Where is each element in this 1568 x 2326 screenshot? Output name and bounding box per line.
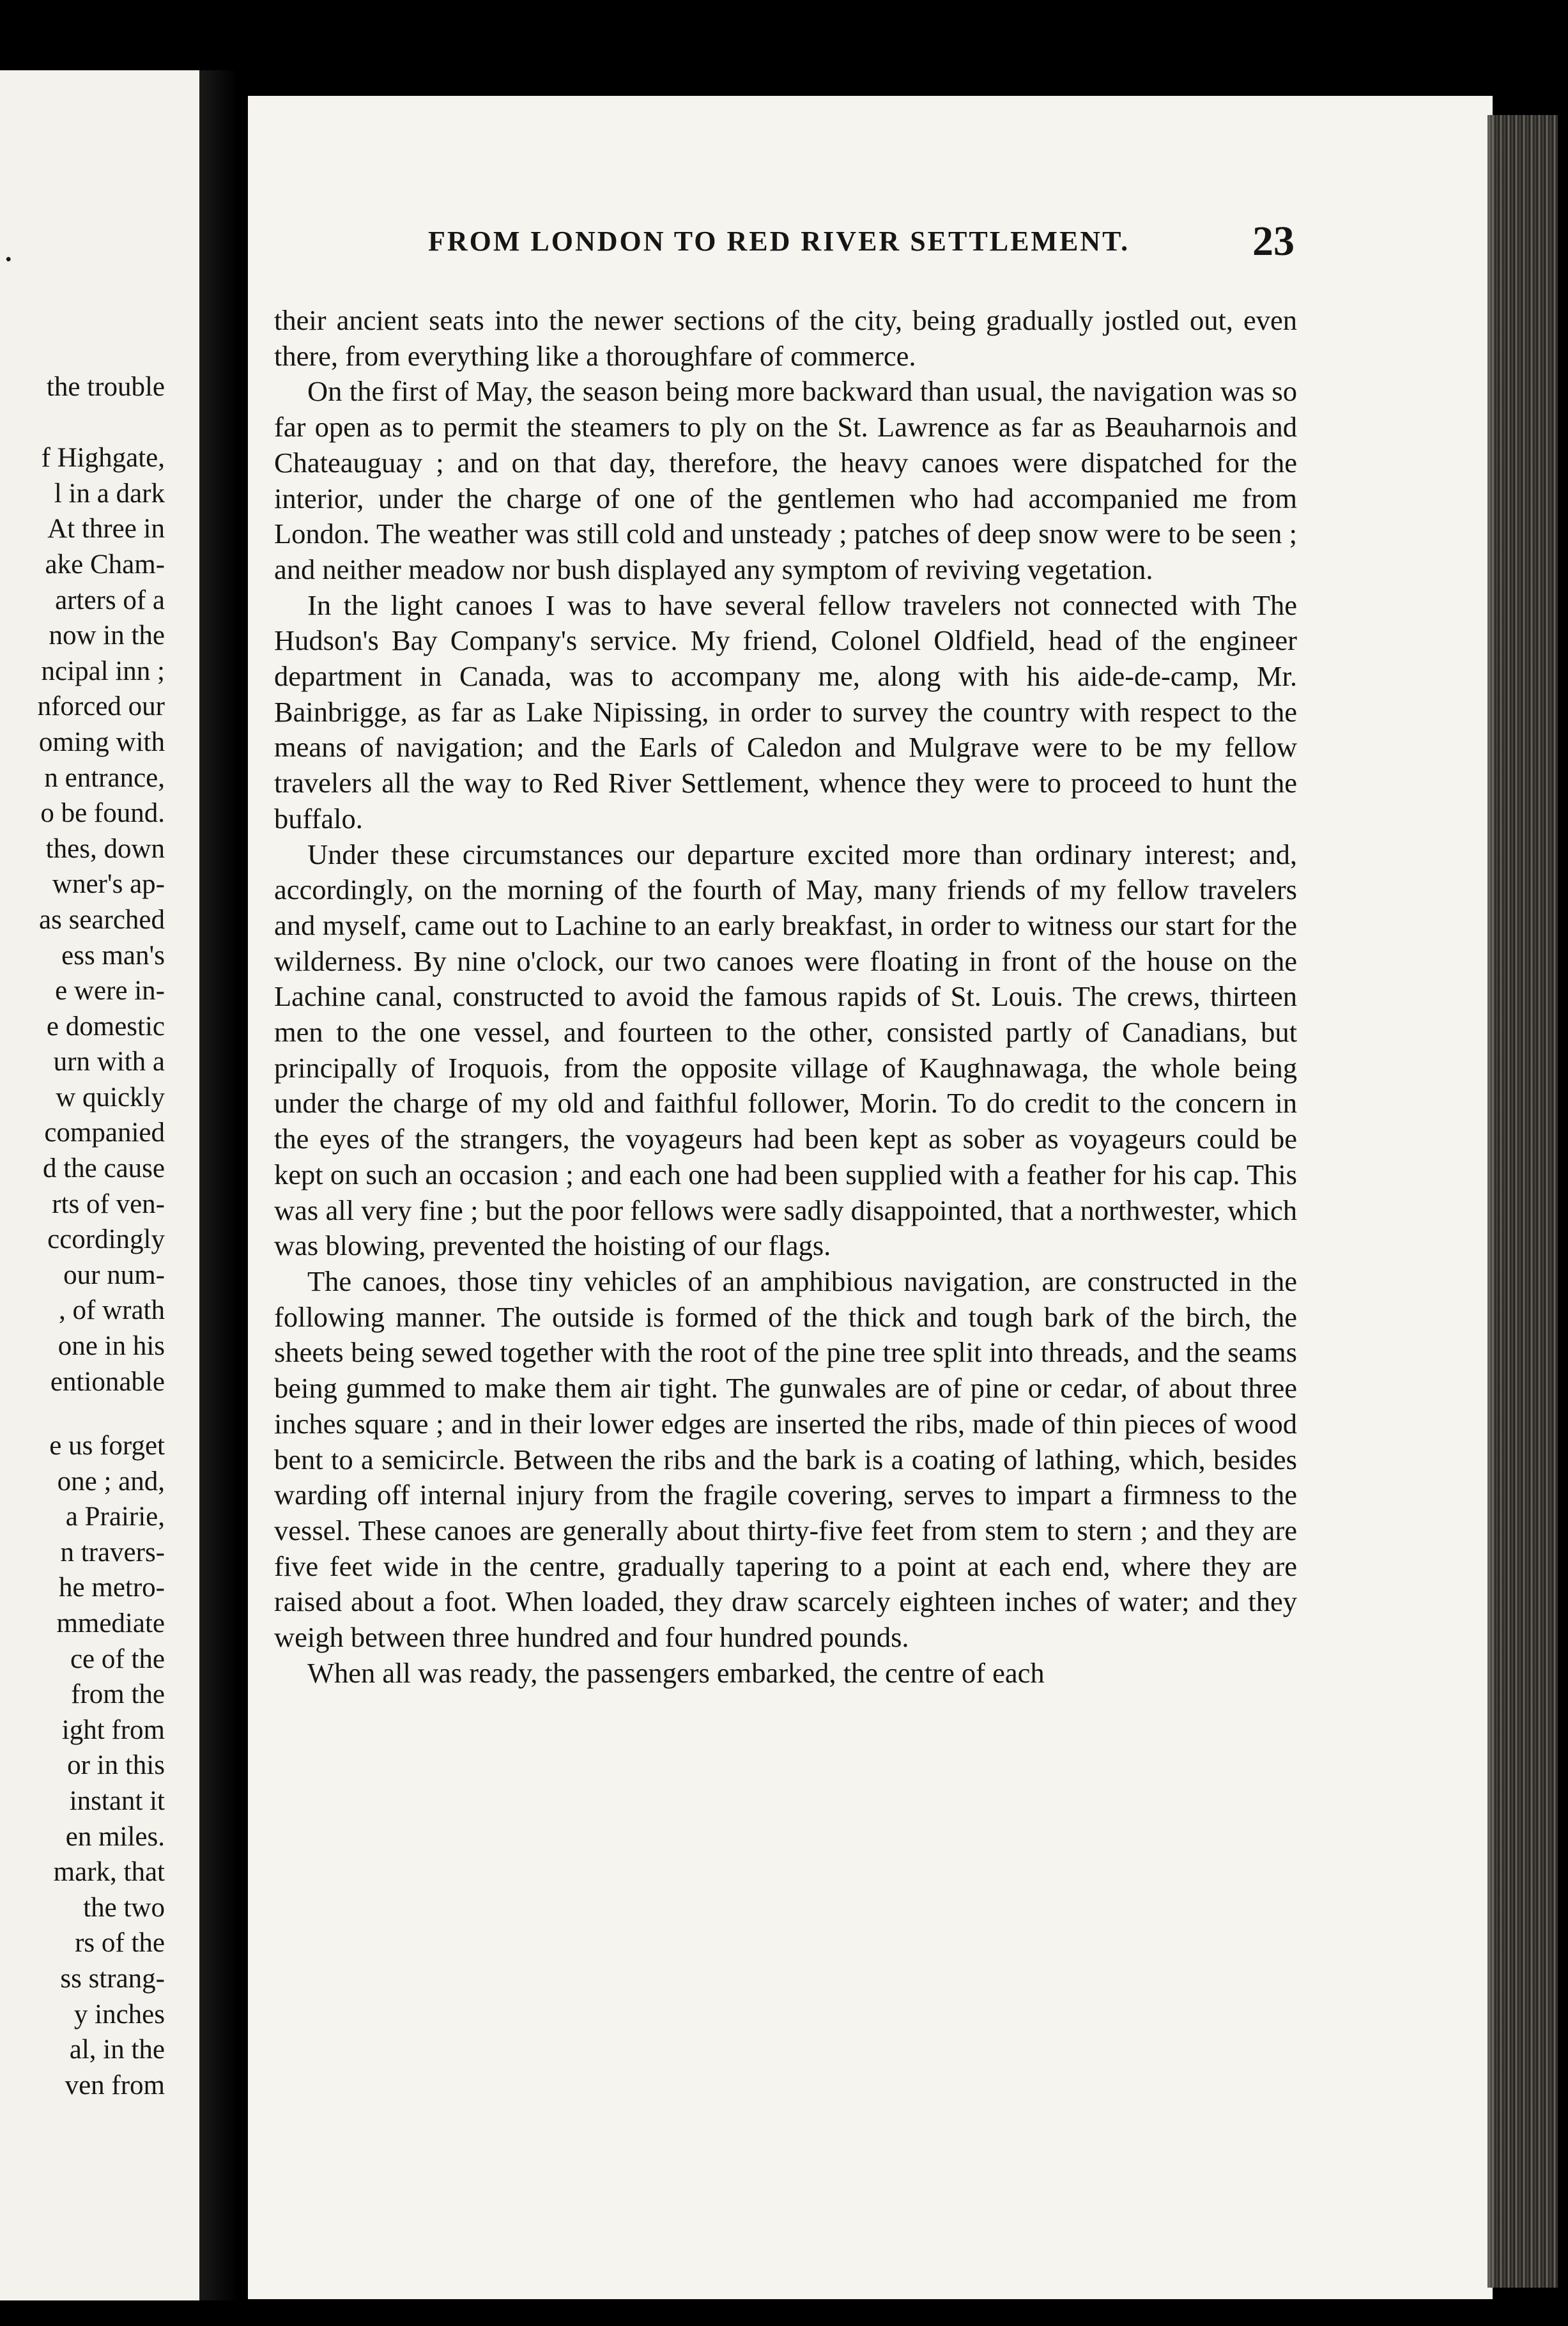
left-line: al, in the bbox=[69, 2035, 165, 2065]
left-line: now in the bbox=[49, 620, 165, 651]
left-line: rts of ven- bbox=[52, 1189, 165, 1219]
left-line: the two bbox=[83, 1892, 165, 1923]
page-number: 23 bbox=[1252, 218, 1295, 265]
left-line: ess man's bbox=[61, 940, 165, 971]
left-line: rs of the bbox=[75, 1928, 165, 1959]
left-line: n travers- bbox=[60, 1537, 165, 1567]
left-page-text-lower bbox=[0, 1428, 165, 2103]
left-line: urn with a bbox=[53, 1047, 165, 1077]
left-line: At three in bbox=[47, 514, 165, 544]
left-line: ven from bbox=[65, 2070, 165, 2100]
paragraph: When all was ready, the passengers embarked, the centre of each bbox=[307, 1656, 1045, 1689]
left-line: w quickly bbox=[56, 1082, 165, 1113]
left-page bbox=[0, 70, 199, 2300]
left-line: oming with bbox=[38, 727, 165, 757]
paragraph: In the light canoes I was to have several fellow travelers not connected with The Hudson's Bay Company's service. My friend, Colonel Oldfield, head of the engineer department in Canada, was to accompany me, along with his aide-de-camp, Mr. Bainbrigge, as far as Lake Nipissing, in order to survey the country with respect to the means of navigation; and the Earls of Caledon and Mulgrave were to be my fellow travelers all the way to Red River Settlement, whence they were to proceed to hunt the buffalo. bbox=[274, 589, 1297, 835]
running-head: FROM LONDON TO RED RIVER SETTLEMENT. bbox=[428, 226, 1130, 257]
left-line: e were in- bbox=[55, 976, 165, 1006]
body-text bbox=[274, 303, 1297, 1691]
left-line bbox=[0, 405, 165, 441]
left-line: ss strang- bbox=[60, 1963, 165, 1994]
left-line: n entrance, bbox=[44, 762, 165, 793]
left-page-text-upper bbox=[0, 369, 165, 1399]
left-line: d the cause bbox=[42, 1153, 165, 1184]
left-page-mark: . bbox=[4, 227, 13, 269]
left-line: one ; and, bbox=[57, 1466, 165, 1497]
paragraph: their ancient seats into the newer sections of the city, being gradually jostled out, even there, from everything like a thoroughfare of commerce. bbox=[274, 304, 1297, 372]
left-line: companied bbox=[44, 1118, 165, 1148]
left-line: the trouble bbox=[46, 372, 165, 402]
paragraph: Under these circumstances our departure excited more than ordinary interest; and, accordingly, on the morning of the fourth of May, many friends of my fellow travelers and myself, came out to Lachine to an early breakfast, in order to witness our start for the wilderness. By nine o'clock, our two canoes were floating in front of the house on the Lachine canal, constructed to avoid the famous rapids of St. Louis. The crews, thirteen men to the one vessel, and fourteen to the other, consisted partly of Canadians, but principally of Iroquois, from the opposite village of Kaughnawaga, the whole being under the charge of my old and faithful follower, Morin. To do credit to the concern in the eyes of the strangers, the voyageurs had been kept as sober as voyageurs could be kept on such an occasion ; and each one had been supplied with a feather for his cap. This was all very fine ; but the poor fellows were sadly disappointed, that a northwester, which was blowing, prevented the hoisting of our flags. bbox=[274, 838, 1297, 1262]
left-line: l in a dark bbox=[54, 478, 165, 509]
left-line: he metro- bbox=[59, 1573, 165, 1603]
left-line: one in his bbox=[58, 1331, 165, 1362]
left-line: wner's ap- bbox=[52, 869, 165, 900]
left-line: ight from bbox=[61, 1714, 165, 1745]
left-line: as searched bbox=[39, 904, 165, 935]
left-line: or in this bbox=[67, 1750, 165, 1781]
paragraph: The canoes, those tiny vehicles of an amphibious navigation, are constructed in the following manner. The outside is formed of the thick and tough bark of the birch, the sheets being sewed together with the root of the pine tree split into threads, and the seams being gummed to make them air tight. The gunwales are of pine or cedar, of about three inches square ; and in their lower edges are inserted the ribs, made of thin pieces of wood bent to a semicircle. Between the ribs and the bark is a coating of lathing, which, besides warding off internal injury from the fragile covering, serves to impart a firmness to the vessel. These canoes are generally about thirty-five feet from stem to stern ; and they are five feet wide in the centre, gradually tapering to a point at each end, where they are raised about a foot. When loaded, they draw scarcely eighteen inches of water; and they weigh between three hundred and four hundred pounds. bbox=[274, 1265, 1297, 1654]
left-line: ccordingly bbox=[47, 1224, 165, 1255]
left-line: mark, that bbox=[53, 1857, 165, 1888]
left-line: our num- bbox=[63, 1259, 165, 1290]
left-line: a Prairie, bbox=[65, 1502, 165, 1532]
left-line: e us forget bbox=[49, 1431, 165, 1461]
left-line: e domestic bbox=[46, 1011, 165, 1042]
book-gutter bbox=[199, 70, 238, 2300]
left-line: instant it bbox=[69, 1785, 165, 1816]
left-line: entionable bbox=[50, 1366, 165, 1397]
left-line: from the bbox=[71, 1679, 165, 1710]
left-line: thes, down bbox=[45, 833, 165, 864]
left-line: o be found. bbox=[40, 798, 165, 829]
left-line: ce of the bbox=[70, 1644, 165, 1674]
left-line: nforced our bbox=[37, 691, 165, 722]
left-line: y inches bbox=[73, 1999, 165, 2029]
left-line: ake Cham- bbox=[45, 549, 165, 580]
left-line: f Highgate, bbox=[41, 443, 165, 474]
paragraph: On the first of May, the season being more backward than usual, the navigation was so far open as to permit the steamers to ply on the St. Lawrence as far as Beauharnois and Chateauguay ; and on that day, therefore, the heavy canoes were dispatched for the interior, under the charge of one of the gentlemen who had accompanied me from London. The weather was still cold and unsteady ; patches of deep snow were to be seen ; and neither meadow nor bush displayed any symptom of reviving vegetation. bbox=[274, 375, 1297, 585]
left-line: en miles. bbox=[65, 1821, 165, 1852]
left-line: , of wrath bbox=[59, 1295, 165, 1326]
left-line: mmediate bbox=[56, 1608, 165, 1638]
left-line: ncipal inn ; bbox=[41, 656, 165, 686]
left-line: arters of a bbox=[55, 585, 165, 615]
page-edges bbox=[1487, 115, 1558, 2288]
